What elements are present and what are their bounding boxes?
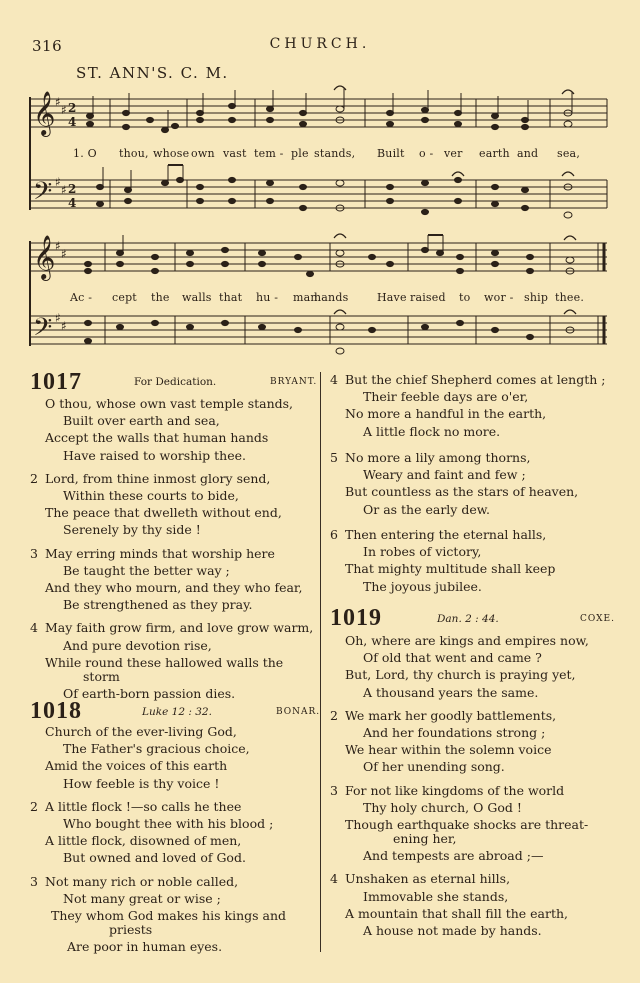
lyric-word: earth — [479, 147, 510, 160]
verse-line: But the chief Shepherd comes at length ; — [345, 372, 606, 387]
hymn-1017-author: BRYANT. — [270, 377, 318, 387]
page-number: 316 — [32, 37, 63, 55]
verse-number: 4 — [330, 372, 338, 387]
verse-line: Church of the ever-living God, — [45, 724, 237, 739]
svg-text:♯: ♯ — [61, 103, 67, 117]
verse-number: 2 — [30, 798, 38, 814]
verse-number: 4 — [330, 871, 338, 887]
verse-line: A house not made by hands. — [363, 923, 542, 938]
hymn-1017-occasion: For Dedication. — [134, 376, 217, 388]
verse-line: That mighty multitude shall keep — [345, 561, 556, 577]
verse-line: Be strengthened as they pray. — [63, 597, 253, 613]
verse-line: The peace that dwelleth without end, — [45, 505, 282, 521]
hymn-1017-number: 1017 — [30, 369, 82, 395]
verse-line: No more a lily among thorns, — [345, 450, 531, 465]
verse-line: Who bought thee with his blood ; — [63, 816, 274, 831]
hymn-1018-number: 1018 — [30, 698, 82, 724]
verse-line: Oh, where are kings and empires now, — [345, 633, 589, 648]
lyric-word: Ac - — [70, 291, 93, 304]
verse-line: But, Lord, thy church is praying yet, — [345, 667, 576, 683]
svg-text:♯: ♯ — [61, 247, 67, 261]
verse-line: How feeble is thy voice ! — [63, 775, 220, 791]
verse-line: Be taught the better way ; — [63, 562, 230, 578]
lyric-word: o - — [419, 147, 434, 160]
verse-line: A mountain that shall fill the earth, — [345, 905, 569, 921]
verse-line: Have raised to worship thee. — [63, 447, 247, 463]
lyric-word: vast — [223, 147, 247, 160]
hymn-1018-author: BONAR. — [276, 707, 321, 717]
lyric-word: thee. — [555, 291, 585, 304]
verse-line: Thy holy church, O God ! — [363, 799, 522, 815]
verse-line: May erring minds that worship here — [45, 545, 275, 561]
svg-text:♯: ♯ — [55, 311, 61, 325]
svg-text:♯: ♯ — [55, 175, 61, 189]
verse-line: Of old that went and came ? — [363, 650, 542, 666]
verse-line: Or as the early dew. — [363, 501, 490, 517]
verse-line: O thou, whose own vast temple stands, — [45, 396, 294, 411]
lyric-word: to — [459, 291, 471, 304]
verse-line: A little flock no more. — [363, 423, 501, 439]
verse-line: Immovable she stands, — [363, 888, 509, 904]
verse-line: Unshaken as eternal hills, — [345, 871, 511, 887]
verse-line: Though earthquake shocks are threat- — [345, 817, 589, 832]
verse-number: 3 — [330, 782, 338, 798]
lyric-word: thou, — [119, 147, 149, 160]
lyric-word: walls — [182, 291, 212, 304]
verse-number: 5 — [330, 450, 338, 465]
lyric-word: Built — [377, 147, 405, 160]
svg-text:4: 4 — [68, 115, 77, 129]
lyric-word: Have — [377, 291, 407, 304]
verse-line: Built over earth and sea, — [63, 413, 220, 429]
verse-line: We mark her goodly battlements, — [345, 707, 557, 723]
verse-line: And pure devotion rise, — [63, 637, 212, 653]
verse-line: But owned and loved of God. — [63, 850, 246, 866]
running-head: CHURCH. — [269, 36, 371, 52]
verse-line: And tempests are abroad ;— — [363, 848, 544, 864]
tune-title: ST. ANN'S. C. M. — [76, 64, 229, 82]
treble-clef-icon: 𝄞 — [33, 235, 56, 279]
verse-line: And her foundations strong ; — [363, 725, 546, 740]
verse-line: priests — [109, 922, 153, 937]
bass-clef-icon: 𝄢 — [33, 177, 53, 212]
lyric-word: cept — [112, 291, 137, 304]
hymn-1019-author: COXE. — [580, 614, 615, 624]
lyric-word: 1. O — [73, 147, 97, 160]
verse-line: Then entering the eternal halls, — [345, 527, 547, 542]
verse-line: ening her, — [393, 831, 457, 846]
music-score — [0, 0, 640, 370]
hymn-1018-scripture: Luke 12 : 32. — [142, 706, 212, 718]
svg-text:♯: ♯ — [61, 319, 67, 333]
lyric-word: ship — [524, 291, 549, 304]
lyric-word: stands, — [314, 147, 356, 160]
lyric-word: man — [293, 291, 318, 304]
svg-text:4: 4 — [68, 196, 77, 210]
svg-text:♯: ♯ — [55, 239, 61, 253]
svg-text:♯: ♯ — [61, 183, 67, 197]
lyric-word: wor - — [484, 291, 514, 304]
lyric-word: hu - — [256, 291, 279, 304]
verse-line: While round these hallowed walls the — [45, 654, 284, 670]
svg-text:2: 2 — [68, 101, 77, 115]
verse-line: A little flock, disowned of men, — [45, 833, 242, 849]
verse-line: Serenely by thy side ! — [63, 522, 201, 538]
verse-line: A little flock !—so calls he thee — [45, 798, 242, 814]
verse-line: Not many rich or noble called, — [45, 873, 239, 889]
verse-number: 3 — [30, 873, 38, 889]
svg-text:2: 2 — [68, 182, 77, 196]
verse-line: Not many great or wise ; — [63, 890, 221, 906]
lyric-word: that — [219, 291, 243, 304]
lyric-word: tem - — [254, 147, 284, 160]
lyric-word: own — [191, 147, 215, 160]
verse-line: They whom God makes his kings and — [51, 908, 287, 923]
verse-number: 3 — [30, 545, 38, 561]
verse-number: 2 — [30, 470, 38, 486]
verse-line: In robes of victory, — [363, 544, 482, 560]
verse-number: 6 — [330, 527, 338, 542]
lyric-word: ver — [444, 147, 463, 160]
lyric-word: whose — [153, 147, 190, 160]
verse-line: No more a handful in the earth, — [345, 406, 547, 422]
lyric-word: sea, — [557, 147, 581, 160]
bass-clef-icon: 𝄢 — [33, 313, 53, 348]
verse-line: But countless as the stars of heaven, — [345, 484, 579, 500]
verse-line: Of earth-born passion dies. — [63, 686, 236, 701]
verse-line: The joyous jubilee. — [363, 578, 482, 594]
verse-line: storm — [83, 668, 120, 684]
hymn-1019-number: 1019 — [330, 605, 382, 631]
verse-line: Their feeble days are o'er, — [363, 389, 529, 405]
notes — [87, 88, 573, 133]
verse-line: Weary and faint and few ; — [363, 467, 526, 483]
verse-line: May faith grow firm, and love grow warm, — [45, 620, 314, 636]
lyric-word: hands — [314, 291, 349, 304]
verse-number: 4 — [30, 620, 38, 636]
verse-line: Of her unending song. — [363, 759, 505, 775]
verse-line: Are poor in human eyes. — [67, 939, 223, 955]
verse-line: For not like kingdoms of the world — [345, 782, 565, 798]
verse-line: Within these courts to bide, — [63, 488, 239, 503]
verse-line: We hear within the solemn voice — [345, 742, 552, 758]
verse-line: Accept the walls that human hands — [45, 430, 269, 446]
verse-line: A thousand years the same. — [363, 684, 539, 700]
verse-line: And they who mourn, and they who fear, — [45, 580, 303, 595]
verse-line: Amid the voices of this earth — [45, 758, 228, 774]
verse-line: The Father's gracious choice, — [63, 741, 250, 757]
lyric-word: and — [517, 147, 539, 160]
hymn-1019-scripture: Dan. 2 : 44. — [437, 613, 499, 625]
column-divider — [320, 372, 321, 952]
lyric-word: raised — [410, 291, 446, 304]
verse-number: 2 — [330, 707, 338, 723]
verse-line: Lord, from thine inmost glory send, — [45, 470, 271, 486]
lyric-word: the — [151, 291, 170, 304]
svg-text:♯: ♯ — [55, 95, 61, 109]
lyric-word: ple — [291, 147, 309, 160]
treble-clef-icon: 𝄞 — [33, 91, 56, 135]
